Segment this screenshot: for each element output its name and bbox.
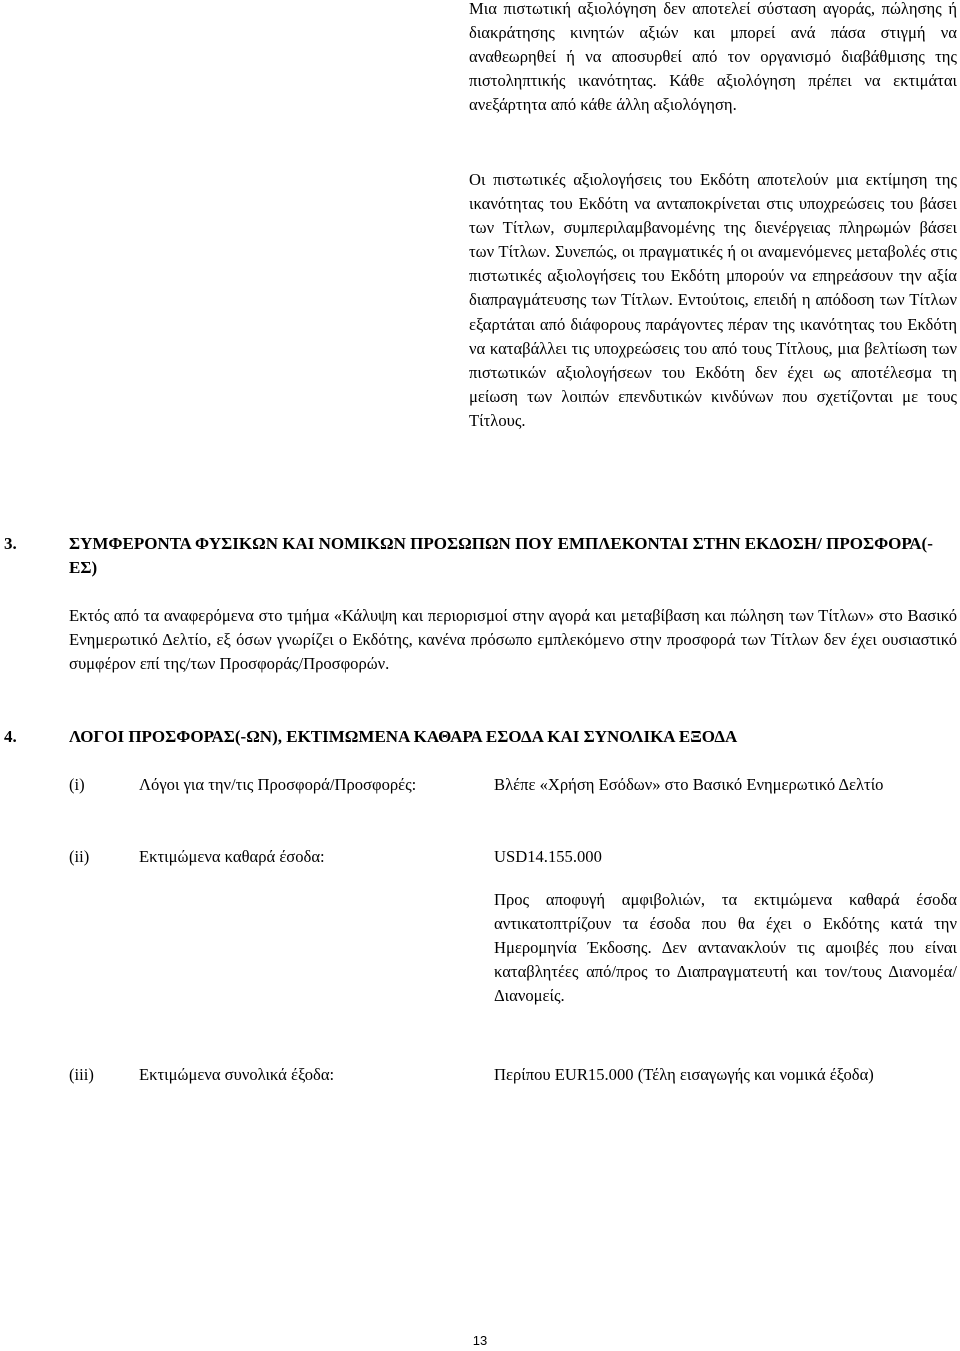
item-numeral: (ii) <box>69 847 90 866</box>
item-value: Περίπου EUR15.000 (Τέλη εισαγωγής και νομικά έξοδα) <box>494 1065 874 1084</box>
section-3-body: Εκτός από τα αναφερόμενα στο τμήμα «Κάλυψη και περιορισμοί στην αγορά και μεταβίβαση και πώληση των Τίτλων» στο Βασικό Ενημερωτικό Δελτίο, εξ όσων γνωρίζει ο Εκδότης, κανένα πρόσωπο εμπλεκόμενο στην προσφορά των Τίτλων δεν έχει ουσιαστικό συμφέρον επί της/των Προσφοράς/Προσφορών. <box>69 606 957 674</box>
section-3-heading <box>4 532 957 580</box>
item-label: Εκτιμώμενα συνολικά έξοδα: <box>139 1065 335 1084</box>
issuer-ratings-paragraph: Οι πιστωτικές αξιολογήσεις του Εκδότη αποτελούν μια εκτίμηση της ικανότητας του Εκδότη να ανταποκρίνεται στις υποχρεώσεις του βάσει των Τίτλων, συμπεριλαμβανομένης της διενέργειας πληρωμών βάσει των Τίτλων. Συνεπώς, οι πραγματικές ή οι αναμενόμενες μεταβολές στις πιστωτικές αξιολογήσεις του Εκδότη μπορούν να επηρεάσουν την αξία διαπραγμάτευσης των Τίτλων. Εντούτοις, επειδή η απόδοση των Τίτλων εξαρτάται από διάφορους παράγοντες πέραν της ικανότητας του Εκδότη να καταβάλλει τις υποχρεώσεις του από τους Τίτλους, μια βελτίωση των πιστωτικών αξιολογήσεων του Εκδότη δεν έχει ως αποτέλεσμα τη μείωση των λοιπών επενδυτικών κινδύνων που σχετίζονται με τους Τίτλους. <box>469 170 957 430</box>
page-number: 13 <box>472 1333 488 1348</box>
item-numeral: (i) <box>69 775 85 794</box>
section-3-number: 3. <box>4 534 17 553</box>
item-value: USD14.155.000 <box>494 847 602 866</box>
net-proceeds-note: Προς αποφυγή αμφιβολιών, τα εκτιμώμενα καθαρά έσοδα αντικατοπτρίζουν τα έσοδα που θα έχει ο Εκδότης κατά την Ημερομηνία Έκδοσης. Δεν αντανακλούν τις αμοιβές που είναι καταβλητέες από/προς το Διαπραγματευτή και τον/τους Διανομέα/Διανομείς. <box>494 890 957 1006</box>
item-label: Λόγοι για την/τις Προσφορά/Προσφορές: <box>139 775 417 794</box>
section-4-heading <box>4 725 957 749</box>
section-4-title: ΛΟΓΟΙ ΠΡΟΣΦΟΡΑΣ(-ΩΝ), ΕΚΤΙΜΩΜΕΝΑ ΚΑΘΑΡΑ ΕΣΟΔΑ ΚΑΙ ΣΥΝΟΛΙΚΑ ΕΞΟΔΑ <box>69 727 738 746</box>
item-value: Βλέπε «Χρήση Εσόδων» στο Βασικό Ενημερωτικό Δελτίο <box>494 775 884 794</box>
section-3-title: ΣΥΜΦΕΡΟΝΤΑ ΦΥΣΙΚΩΝ ΚΑΙ ΝΟΜΙΚΩΝ ΠΡΟΣΩΠΩΝ ΠΟΥ ΕΜΠΛΕΚΟΝΤΑΙ ΣΤΗΝ ΕΚΔΟΣΗ/ ΠΡΟΣΦΟΡΑ(-ΕΣ) <box>69 534 933 577</box>
item-label: Εκτιμώμενα καθαρά έσοδα: <box>139 847 325 866</box>
rating-disclaimer-paragraph: Μια πιστωτική αξιολόγηση δεν αποτελεί σύσταση αγοράς, πώλησης ή διακράτησης κινητών αξιών και μπορεί ανά πάσα στιγμή να αναθεωρηθεί ή να αποσυρθεί από τον οργανισμό διαβάθμισης της πιστοληπτικής ικανότητας. Κάθε αξιολόγηση πρέπει να εκτιμάται ανεξάρτητα από κάθε άλλη αξιολόγηση. <box>469 0 957 115</box>
item-numeral: (iii) <box>69 1065 94 1084</box>
section-4-number: 4. <box>4 727 17 746</box>
